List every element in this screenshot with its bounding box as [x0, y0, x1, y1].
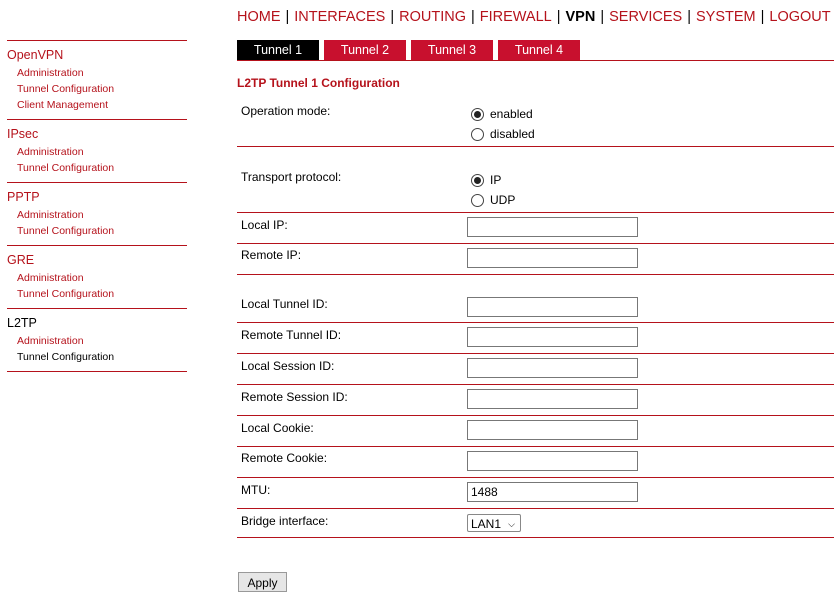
nav-separator: |: [760, 9, 765, 25]
sidebar-title-ipsec[interactable]: IPsec: [7, 127, 39, 141]
transport-udp-radio[interactable]: [471, 193, 515, 207]
sidebar-item-l2tp-administration[interactable]: Administration: [17, 335, 84, 347]
radio-selected-icon: [471, 108, 484, 121]
operation-mode-label: Operation mode:: [241, 104, 331, 118]
transport-protocol-row: [237, 147, 834, 213]
sidebar-group-ipsec: [7, 119, 187, 182]
local-session-id-label: Local Session ID:: [241, 359, 335, 373]
tunnel-tabs: [237, 40, 834, 61]
nav-system[interactable]: SYSTEM: [695, 9, 756, 25]
nav-interfaces[interactable]: INTERFACES: [294, 9, 386, 25]
remote-ip-label: Remote IP:: [241, 248, 302, 262]
bridge-interface-row: [237, 509, 834, 538]
sidebar-item-openvpn-client-management[interactable]: Client Management: [17, 99, 109, 111]
remote-cookie-label: Remote Cookie:: [241, 451, 328, 465]
remote-cookie-input[interactable]: [467, 451, 638, 471]
radio-unselected-icon: [471, 128, 484, 141]
local-ip-input[interactable]: [467, 217, 638, 237]
sidebar-item-gre-tunnel-configuration[interactable]: Tunnel Configuration: [17, 288, 115, 300]
sidebar-item-ipsec-administration[interactable]: Administration: [17, 146, 84, 158]
remote-session-id-input[interactable]: [467, 389, 638, 409]
nav-separator: |: [600, 9, 605, 25]
mtu-label: MTU:: [241, 483, 271, 497]
local-session-id-row: [237, 354, 834, 385]
sidebar-title-l2tp[interactable]: L2TP: [7, 316, 37, 330]
transport-protocol-label: Transport protocol:: [241, 170, 342, 184]
nav-separator: |: [687, 9, 691, 25]
radio-unselected-icon: [471, 194, 484, 207]
nav-logout[interactable]: LOGOUT: [769, 9, 831, 25]
remote-tunnel-id-label: Remote Tunnel ID:: [241, 328, 342, 342]
sidebar-item-pptp-administration[interactable]: Administration: [17, 209, 84, 221]
sidebar-group-pptp: [7, 182, 187, 245]
sidebar-item-pptp-tunnel-configuration[interactable]: Tunnel Configuration: [17, 225, 115, 237]
local-tunnel-id-input[interactable]: [467, 297, 638, 317]
bridge-interface-label: Bridge interface:: [241, 514, 329, 528]
sidebar-item-ipsec-tunnel-configuration[interactable]: Tunnel Configuration: [17, 162, 115, 174]
operation-mode-row: [237, 96, 834, 147]
apply-button[interactable]: Apply: [238, 572, 287, 592]
transport-ip-label: IP: [490, 173, 502, 187]
top-nav: [237, 9, 831, 25]
transport-ip-radio[interactable]: [471, 173, 501, 187]
tab-tunnel-3[interactable]: Tunnel 3: [411, 40, 493, 60]
chevron-down-icon: ⌵: [508, 519, 515, 529]
sidebar-title-gre[interactable]: GRE: [7, 253, 35, 267]
radio-selected-icon: [471, 174, 484, 187]
local-cookie-row: [237, 416, 834, 447]
operation-mode-disabled-label: disabled: [490, 127, 535, 141]
sidebar-item-l2tp-tunnel-configuration[interactable]: Tunnel Configuration: [17, 351, 115, 363]
local-ip-row: [237, 213, 834, 244]
remote-session-id-row: [237, 385, 834, 416]
operation-mode-disabled-radio[interactable]: [471, 127, 535, 141]
local-tunnel-id-label: Local Tunnel ID:: [241, 297, 328, 311]
nav-routing[interactable]: ROUTING: [399, 9, 466, 25]
local-session-id-input[interactable]: [467, 358, 638, 378]
remote-ip-row: [237, 244, 834, 275]
remote-session-id-label: Remote Session ID:: [241, 390, 348, 404]
nav-services[interactable]: SERVICES: [609, 9, 683, 25]
nav-firewall[interactable]: FIREWALL: [479, 9, 552, 25]
local-ip-label: Local IP:: [241, 218, 288, 232]
remote-tunnel-id-input[interactable]: [467, 327, 638, 347]
transport-udp-label: UDP: [490, 193, 516, 207]
page-title: L2TP Tunnel 1 Configuration: [237, 76, 400, 90]
sidebar-title-pptp[interactable]: PPTP: [7, 190, 40, 204]
sidebar-group-openvpn: [7, 40, 187, 119]
tab-tunnel-1[interactable]: Tunnel 1: [237, 40, 319, 60]
nav-separator: |: [390, 9, 395, 25]
sidebar: [7, 40, 187, 372]
local-tunnel-id-row: [237, 275, 834, 323]
nav-home[interactable]: HOME: [237, 9, 281, 25]
remote-ip-input[interactable]: [467, 248, 638, 268]
nav-separator: |: [556, 9, 561, 25]
sidebar-title-openvpn[interactable]: OpenVPN: [7, 48, 64, 62]
sidebar-group-l2tp: [7, 308, 187, 372]
remote-tunnel-id-row: [237, 323, 834, 354]
sidebar-item-openvpn-tunnel-configuration[interactable]: Tunnel Configuration: [17, 83, 115, 95]
remote-cookie-row: [237, 447, 834, 478]
nav-separator: |: [285, 9, 290, 25]
mtu-input[interactable]: [467, 482, 638, 502]
sidebar-item-gre-administration[interactable]: Administration: [17, 272, 84, 284]
nav-vpn[interactable]: VPN: [565, 9, 596, 25]
nav-separator: |: [470, 9, 475, 25]
operation-mode-enabled-radio[interactable]: [471, 107, 533, 121]
sidebar-group-gre: [7, 245, 187, 308]
mtu-row: [237, 478, 834, 509]
local-cookie-input[interactable]: [467, 420, 638, 440]
tab-tunnel-4[interactable]: Tunnel 4: [498, 40, 580, 60]
bridge-interface-select[interactable]: [467, 514, 521, 532]
bridge-interface-value: LAN1: [471, 517, 502, 531]
local-cookie-label: Local Cookie:: [241, 421, 314, 435]
sidebar-item-openvpn-administration[interactable]: Administration: [17, 67, 84, 79]
operation-mode-enabled-label: enabled: [490, 107, 533, 121]
tab-tunnel-2[interactable]: Tunnel 2: [324, 40, 406, 60]
